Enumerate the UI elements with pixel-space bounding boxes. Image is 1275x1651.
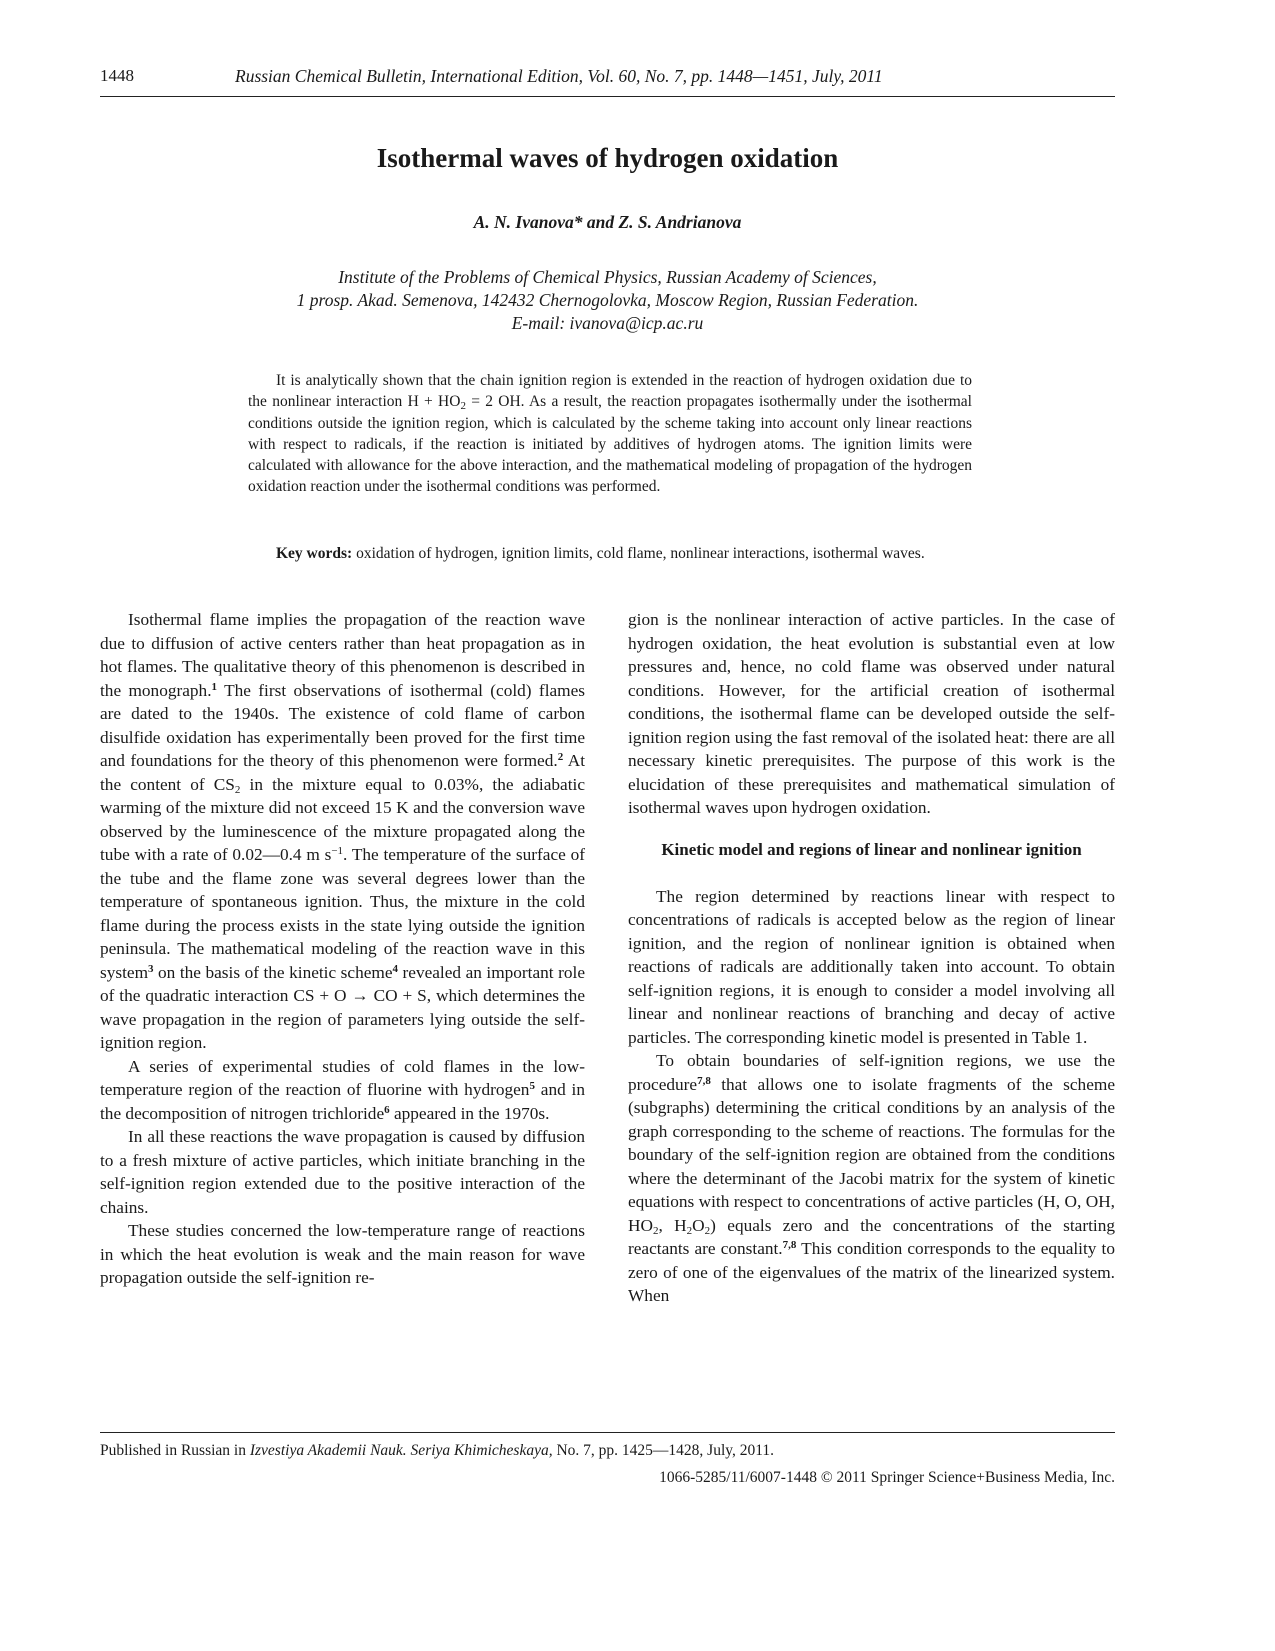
section-heading: Kinetic model and regions of linear and nonlinear ignition <box>661 839 1082 859</box>
authors: A. N. Ivanova* and Z. S. Andrianova <box>473 212 742 232</box>
keywords-label: Key words: <box>276 545 353 562</box>
left-column <box>100 608 585 1290</box>
reference-6: 6 <box>384 1103 390 1116</box>
affiliation <box>0 266 1215 335</box>
affiliation-line: 1 prosp. Akad. Semenova, 142432 Chernogolovka, Moscow Region, Russian Federation. <box>296 290 919 310</box>
paragraph: A series of experimental studies of cold flames in the low-temperature region of the reaction of fluorine with hydrogen$^5$ and in the decomposition of nitrogen trichloride$^6$ appeared in the 1970s. <box>100 1056 585 1123</box>
abstract-text: It is analytically shown that the chain ignition region is extended in the reaction of hydrogen oxidation due to the nonlinear interaction $H + HO_2 = 2$ OH. As a result, the reaction propagates isothermally under the isothermal conditions outside the ignition region, which is calculated by the scheme taking into account only linear reactions with respect to radicals, if the reaction is initiated by additives of hydrogen atoms. The ignition limits were calculated with allowance for the above interaction, and the mathematical modeling of propagation of the hydrogen oxidation reaction under the isothermal conditions was performed. <box>248 372 972 496</box>
reference-3: 3 <box>148 962 154 975</box>
reference-1: 1 <box>211 680 218 693</box>
reference-2: 2 <box>557 751 564 763</box>
journal-citation: Russian Chemical Bulletin, International Edition, Vol. 60, No. 7, pp. 1448—1451, July, 2011 <box>235 66 883 86</box>
footer-divider <box>100 1432 1115 1433</box>
paragraph: These studies concerned the low-temperature range of reactions in which the heat evolution is weak and the main reason for wave propagation outside the self-ignition re- <box>100 1221 585 1287</box>
paragraph: To obtain boundaries of self-ignition regions, we use the procedure$^{7,8}$ that allows one to isolate fragments of the scheme (subgraphs) determining the critical conditions by an analysis of the graph corresponding to the scheme of reactions. The formulas for the boundary of the self-ignition region are obtained from the conditions where the determinant of the Jacobi matrix for the system of kinetic equations with respect to concentrations of active particles (H, O, OH, $HO_2$, $H_2O_2$) equals zero and the concentrations of the starting reactants are constant.$^{7,8}$ This condition corresponds to the equality to zero of one of the eigenvalues of the matrix of the linearized system. When <box>628 1051 1115 1305</box>
right-column <box>628 608 1115 1308</box>
affiliation-email: E-mail: ivanova@icp.ac.ru <box>511 313 704 333</box>
copyright-line: 1066-5285/11/6007-1448 © 2011 Springer Science+Business Media, Inc. <box>659 1469 1115 1486</box>
paragraph: The region determined by reactions linear with respect to concentrations of radicals is accepted below as the region of linear ignition, and the region of nonlinear ignition is obtained when reactions of radicals are additionally taken into account. To obtain self-ignition regions, it is enough to consider a model involving all linear and nonlinear reactions of branching and decay of active particles. The corresponding kinetic model is presented in Table 1. <box>628 886 1115 1047</box>
paragraph: gion is the nonlinear interaction of active particles. In the case of hydrogen oxidation, the heat evolution is substantial even at low pressures and, hence, no cold flame was observed under natural conditions. However, for the artificial creation of isothermal conditions, the isothermal flame can be developed outside the self-ignition region using the fast removal of the isolated heat: there are all necessary kinetic prerequisites. The purpose of this work is the elucidation of these prerequisites and mathematical simulation of isothermal waves upon hydrogen oxidation. <box>628 610 1115 817</box>
affiliation-line: Institute of the Problems of Chemical Physics, Russian Academy of Sciences, <box>338 267 877 287</box>
paragraph: In all these reactions the wave propagation is caused by diffusion to a fresh mixture of active particles, which initiate branching in the self-ignition region extended due to the positive interaction of the chains. <box>100 1127 585 1217</box>
reference-7-8: 7,8 <box>782 1239 797 1251</box>
keywords-text: oxidation of hydrogen, ignition limits, cold flame, nonlinear interactions, isothermal waves. <box>352 545 925 562</box>
reference-7-8: 7,8 <box>697 1074 711 1087</box>
reference-5: 5 <box>529 1080 535 1092</box>
article-title: Isothermal waves of hydrogen oxidation <box>376 143 839 173</box>
keywords <box>248 543 972 564</box>
publication-note: Published in Russian in Izvestiya Akademii Nauk. Seriya Khimicheskaya, No. 7, pp. 1425—1428, July, 2011. <box>100 1442 775 1459</box>
abstract <box>248 370 972 498</box>
paragraph: Isothermal flame implies the propagation of the reaction wave due to diffusion of active centers rather than heat propagation as in hot flames. The qualitative theory of this phenomenon is described in the monograph.$^1$ The first observations of isothermal (cold) flames are dated to the 1940s. The existence of cold flame of carbon disulfide oxidation has experimentally been proved for the first time and foundations for the theory of this phenomenon were formed.$^2$ At the content of $CS_2$ in the mixture equal to 0.03%, the adiabatic warming of the mixture did not exceed 15 K and the conversion wave observed by the luminescence of the mixture propagated along the tube with a rate of 0.02—0.4 m $s^{-1}$. The temperature of the surface of the tube and the flame zone was several degrees lower than the temperature of spontaneous ignition. Thus, the mixture in the cold flame during the process exists in the state lying outside the ignition peninsula. The mathematical modeling of the reaction wave in this system$^3$ on the basis of the kinetic scheme$^4$ revealed an important role of the quadratic interaction CS + O → CO + S, which determines the wave propagation in the region of parameters lying outside the self-ignition region. <box>100 610 585 1052</box>
reference-4: 4 <box>392 962 398 975</box>
page-number: 1448 <box>100 66 134 85</box>
running-head <box>100 66 1115 97</box>
